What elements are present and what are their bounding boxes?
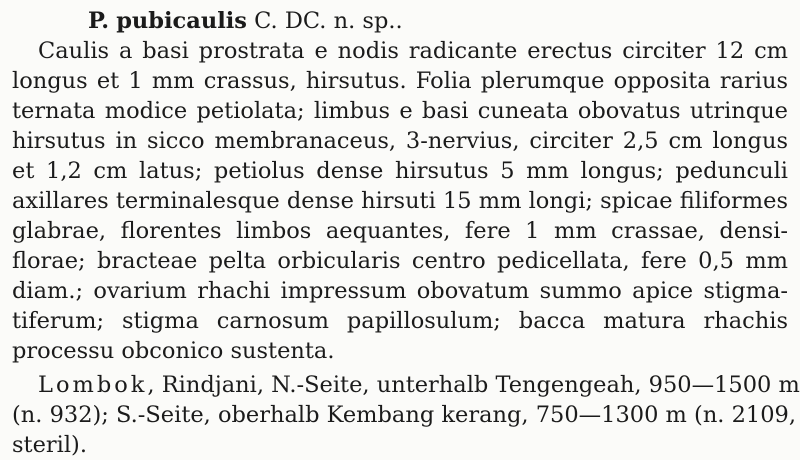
locality-island: Lombok xyxy=(38,372,148,398)
species-epithet: pubicaulis xyxy=(116,8,247,34)
locality-line xyxy=(38,370,800,400)
description-line: et 1,2 cm latus; petiolus dense hirsutus 5 mm longus; pedunculi xyxy=(12,158,788,184)
description-line: florae; bracteae pelta orbicularis centro pedicellata, fere 0,5 mm xyxy=(12,248,788,274)
description-line: ternata modice petiolata; limbus e basi cuneata obovatus utrinque xyxy=(12,98,788,124)
locality-line1-text: , Rindjani, N.-Seite, unterhalb Tengengeah, 950—1500 m xyxy=(147,372,800,398)
description-line: tiferum; stigma carnosum papillosulum; bacca matura rhachis xyxy=(12,308,788,334)
description-line: glabrae, florentes limbos aequantes, fere 1 mm crassae, densi- xyxy=(12,218,788,244)
description-line: axillares terminalesque dense hirsuti 15 mm longi; spicae filiformes xyxy=(12,188,788,214)
species-heading xyxy=(88,6,403,36)
locality-line: steril). xyxy=(12,432,87,458)
description-line: Caulis a basi prostrata e nodis radicante erectus circiter 12 cm xyxy=(38,38,788,64)
genus-abbreviation: P. xyxy=(88,8,110,34)
description-line: diam.; ovarium rhachi impressum obovatum summo apice stigma- xyxy=(12,278,788,304)
locality-line: (n. 932); S.-Seite, oberhalb Kembang kerang, 750—1300 m (n. 2109, xyxy=(12,402,797,428)
species-author: C. DC. n. sp.. xyxy=(254,8,403,34)
description-line: longus et 1 mm crassus, hirsutus. Folia plerumque opposita rarius xyxy=(12,68,788,94)
description-line: processu obconico sustenta. xyxy=(12,338,335,364)
description-line: hirsutus in sicco membranaceus, 3-nervius, circiter 2,5 cm longus xyxy=(12,128,788,154)
